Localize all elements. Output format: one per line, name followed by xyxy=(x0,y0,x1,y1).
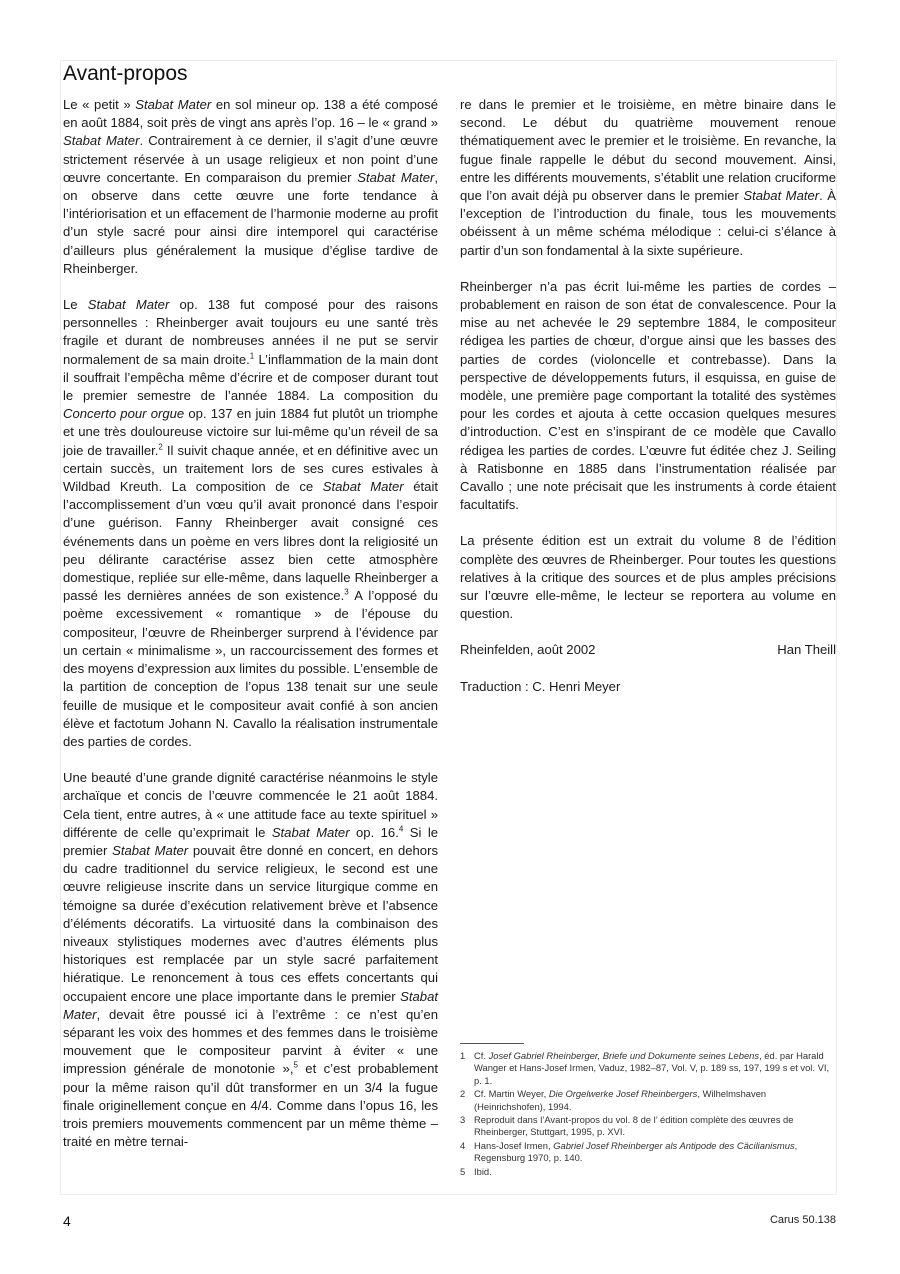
text-run: Cf. xyxy=(474,1050,489,1061)
italic-text: Stabat Mater xyxy=(63,133,140,149)
text-run: . À l’exception de l’introduction du finale, tous les mouvements obéissent à un même schéma mélodique : celui-ci s’élance à partir d’un son fondamental à la sixte supérieure. xyxy=(460,188,836,258)
text-run: et c’est probablement pour la même raison qu’il dût transformer en un 3/4 la fugue finale originellement conçue en 4/4. Comme dans l’opus 16, les trois premiers mouvements commencent par un même thème – traité en mètre ternai- xyxy=(63,1061,439,1150)
text-run: , devait être poussé ici à l’extrême : ce n’est qu’en séparant les voix des hommes et des femmes dans le troisième mouvement que le compositeur parvint à éviter « une impression générale de monotonie », xyxy=(63,1006,438,1077)
text-run: Reproduit dans l’Avant-propos du vol. 8 de l’ édition complète des œuvres de Rheinberger, Stuttgart, 1995, p. XVI. xyxy=(474,1114,794,1138)
italic-text: Stabat Mater xyxy=(135,97,212,112)
footnote-ref: 5 xyxy=(293,1061,298,1070)
text-run: Il suivit chaque année, et en définitive avec un certain succès, un traitement lors de ses cures estivales à Wildbad Kreuth. La composition de ce xyxy=(63,442,438,495)
italic-text: Josef Gabriel Rheinberger, Briefe und Dokumente seines Lebens xyxy=(488,1050,760,1061)
footnote-text xyxy=(474,1114,836,1139)
paragraph-right-2 xyxy=(460,278,836,515)
page-number: 4 xyxy=(63,1213,71,1229)
page-title: Avant-propos xyxy=(63,62,188,85)
signature-place-date: Rheinfelden, août 2002 xyxy=(460,642,596,658)
text-run: Rheinberger n’a pas écrit lui-même les parties de cordes – probablement en raison de son état de convalescence. Pour la mise au net achevée le 29 septembre 1884, le compositeur rédigea les parties de chœur, d’orgue ainsi que les basses des parties de cordes (violoncelle et contrebasse). Dans la perspective de développements futurs, il esquissa, en guise de modèle, une première page comportant la totalité des systèmes pour les cordes et ajouta à cette occasion quelques mesures d’introduction. C’est en s’inspirant de ce modèle que Cavallo rédigea les parties de cordes. L’œuvre fut éditée chez J. Seiling à Ratisbonne en 1885 dans l’instrumentation réalisée par Cavallo ; une note précisait que les instruments à corde étaient facultatifs. xyxy=(460,278,836,513)
text-run: était l’accomplissement d’un vœu qu’il avait prononcé dans l’espoir d’une guérison. Fanny Rheinberger avait consigné ces événements dans un poème en vers libres dont la religiosité un peu délirante caractérise assez bien cette atmosphère domestique, repliée sur elle-même, dans laquelle Rheinberger a passé les dernières années de son existence. xyxy=(63,479,438,604)
footnote-ref: 1 xyxy=(249,351,255,361)
signature-author: Han Theill xyxy=(777,642,836,658)
footnote-number: 1 xyxy=(460,1050,466,1061)
text-run: op. 137 en juin 1884 fut plutôt un triomphe et une très douloureuse victoire sur lui-même qu’un réveil de sa joie de travailler. xyxy=(63,406,438,458)
text-run: op. 138 fut composé pour des raisons personnelles : Rheinberger avait toujours eu une santé très fragile et durant de nombreuses années il ne put se servir normalement de sa main droite. xyxy=(63,297,439,367)
paragraph-left-1 xyxy=(63,96,438,278)
footnotes xyxy=(460,1043,836,1179)
paragraph-left-2 xyxy=(63,296,438,751)
paragraph-right-1 xyxy=(460,96,836,260)
text-run: Cf. Martin Weyer, xyxy=(474,1088,549,1100)
footnote-number: 3 xyxy=(460,1114,466,1126)
footnote-text xyxy=(474,1166,836,1178)
footnote-number: 4 xyxy=(460,1139,466,1151)
text-run: pouvait être donné en concert, en dehors du cadre traditionnel du service religieux, le second est une œuvre religieuse inscrite dans un service liturgique comme en témoigne sa durée d’exécution relativement brève et l’absence d’éléments décoratifs. La virtuosité dans la combinaison des niveaux stylistiques modernes avec d’autres éléments plus historiques est remplacée par un style sacré parfaitement hiératique. Le renoncement à tous ces effets concertants qui occupaient encore une place importante dans le premier xyxy=(63,842,438,1004)
text-run: , éd. par Harald Wanger et Hans-Josef Irmen, Vaduz, 1982–87, Vol. V, p. 189 ss, 197, 199 s et vol. VI, p. 1. xyxy=(474,1050,830,1086)
footnote-text xyxy=(474,1140,836,1165)
footnote-5 xyxy=(460,1166,836,1178)
translation-line xyxy=(460,678,836,696)
italic-text: Stabat Mater xyxy=(357,169,435,185)
text-run: op. 16. xyxy=(349,824,399,840)
paragraph-left-3 xyxy=(63,769,438,1151)
text-run: Si le premier xyxy=(63,824,439,858)
text-run: La présente édition est un extrait du volume 8 de l’édition complète des œuvres de Rheinberger. Pour toutes les questions relatives à la critique des sources et de plus amples précisions sur l’œuvre elle-même, le lecteur se reportera au volume en question. xyxy=(460,533,836,622)
translator-credit: Traduction : C. Henri Meyer xyxy=(460,678,621,694)
signature-line xyxy=(460,641,836,659)
italic-text: Gabriel Josef Rheinberger als Antipode des Cäcilianismus xyxy=(553,1139,795,1151)
text-run: en sol mineur op. 138 a été composé en août 1884, soit près de vingt ans après l’op. 16 – le « grand » xyxy=(63,97,439,131)
italic-text: Stabat Mater xyxy=(63,988,438,1022)
text-run: A l’opposé du poème excessivement « romantique » de l’épouse du compositeur, l’œuvre de Rheinberger surprend à l’évidence par un certain « minimalisme », un raccourcissement des formes et des moyens d’expression aux limites du possible. L’ensemble de la partition de conception de l’opus 138 tenait sur une seule feuille de musique et le compositeur avait confié à son ancien élève et factotum Johann N. Cavallo la réalisation instrumentale des parties de cordes. xyxy=(63,588,438,749)
text-run: , on observe dans cette œuvre une forte tendance à l’intériorisation et un effacement de l’harmonie moderne au profit d’un style sacré pour ainsi dire intemporel qui caractérise d’ailleurs plus généralement la musique d’église tardive de Rheinberger. xyxy=(63,169,438,276)
footnote-4 xyxy=(460,1140,836,1165)
text-run: Le « petit » xyxy=(63,97,136,112)
text-run: , Regensburg 1970, p. 140. xyxy=(474,1139,798,1164)
footnote-ref: 2 xyxy=(158,442,163,452)
italic-text: Stabat Mater xyxy=(87,297,170,313)
text-run: Le xyxy=(63,297,88,313)
italic-text: Stabat Mater xyxy=(271,824,350,840)
text-run: re dans le premier et le troisième, en mètre binaire dans le second. Le début du quatrième mouvement renoue thématiquement avec le premier et le troisième. En revanche, la fugue finale rappelle le début du second mouvement. Ainsi, entre les différents mouvements, s’établit une relation cruciforme que l’on avait déjà pu observer dans le premier xyxy=(460,97,836,204)
text-run: Ibid. xyxy=(474,1165,492,1177)
right-column xyxy=(460,96,836,696)
text-run: Hans-Josef Irmen, xyxy=(474,1139,554,1151)
italic-text: Concerto pour orgue xyxy=(63,406,185,422)
text-run: , Wilhelmshaven (Heinrichshofen), 1994. xyxy=(474,1088,767,1112)
italic-text: Stabat Mater xyxy=(322,479,404,495)
left-column xyxy=(63,96,438,1169)
footnote-3 xyxy=(460,1114,836,1139)
footnote-1 xyxy=(460,1050,836,1087)
footnote-number: 2 xyxy=(460,1088,466,1100)
footnote-text xyxy=(474,1050,836,1087)
footnote-text xyxy=(474,1088,836,1113)
footnote-ref: 4 xyxy=(398,824,404,834)
catalog-number: Carus 50.138 xyxy=(769,1214,836,1226)
footnote-divider xyxy=(460,1043,524,1044)
signature-block xyxy=(460,641,836,695)
paragraph-right-3 xyxy=(460,532,836,623)
italic-text: Stabat Mater xyxy=(743,188,820,204)
footnote-number: 5 xyxy=(460,1165,466,1177)
text-run: Une beauté d’une grande dignité caractérise néanmoins le style archaïque et concis de l’œuvre commencée le 21 août 1884. Cela tient, entre autres, à « une attitude face au texte spirituel » différente de celle qu’exprimait le xyxy=(63,770,438,840)
text-run: . Contrairement à ce dernier, il s’agit d’une œuvre strictement réservée à un usage religieux et non point d’une œuvre concertante. En comparaison du premier xyxy=(63,133,438,185)
italic-text: Die Orgelwerke Josef Rheinbergers xyxy=(548,1088,698,1100)
footnote-ref: 3 xyxy=(344,587,349,597)
italic-text: Stabat Mater xyxy=(112,842,189,858)
text-run: L’inflammation de la main dont il souffrait l’empêcha même d’écrire et de composer durant tout le premier semestre de l’année 1884. La composition du xyxy=(63,351,438,404)
footnote-2 xyxy=(460,1088,836,1113)
